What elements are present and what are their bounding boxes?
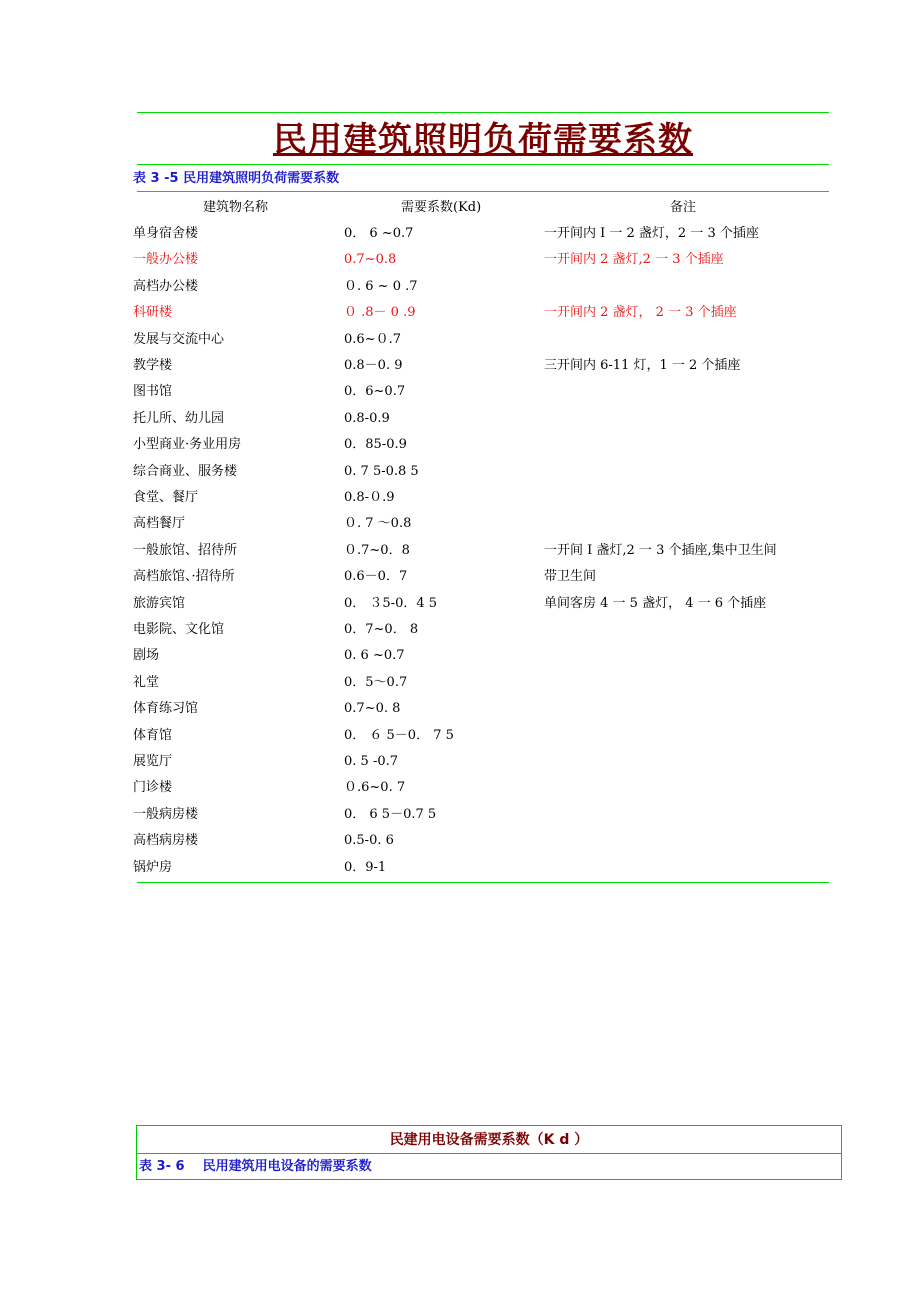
table-row [133, 670, 829, 696]
demand-factor-cell: 0． ６ 5－0． 7 5 [344, 727, 454, 743]
demand-factor-cell: 0. 5 -0.7 [344, 754, 399, 769]
building-name-cell: 电影院、文化馆 [133, 622, 225, 637]
building-name-cell: 发展与交流中心 [133, 331, 225, 347]
demand-factor-cell: 0.7~0. 8 [344, 701, 401, 717]
building-name-cell: 高档旅馆、·招待所 [133, 569, 235, 585]
header-building-name: 建筑物名称 [203, 200, 269, 215]
table-row [133, 643, 829, 669]
building-name-cell: 科研楼 [133, 305, 173, 321]
demand-factor-cell: 0.5-0. 6 [344, 833, 394, 849]
table-caption: 表 3 -5 民用建筑照明负荷需要系数 [133, 171, 340, 186]
building-name-cell: 体育馆 [133, 727, 173, 743]
table-row [133, 459, 829, 485]
demand-factor-cell: 0．5～0.7 [344, 674, 408, 690]
demand-factor-cell: 0.8-０.9 [344, 490, 395, 505]
building-name-cell: 剧场 [133, 648, 160, 664]
building-name-cell: 小型商业·务业用房 [133, 437, 242, 453]
table-row [133, 221, 829, 247]
building-name-cell: 高档办公楼 [133, 278, 199, 294]
building-name-cell: 托儿所、幼儿园 [133, 410, 225, 426]
building-name-cell: 一般旅馆、招待所 [133, 542, 238, 558]
demand-factor-cell: ０ .8－ 0 .9 [344, 305, 416, 321]
remarks-cell: 一开间内 2 盏灯,2 一 3 个插座 [544, 252, 724, 268]
building-name-cell: 门诊楼 [133, 780, 173, 796]
building-name-cell: 锅炉房 [133, 859, 173, 875]
demand-factor-cell: 0.8－0. 9 [344, 358, 403, 373]
demand-factor-cell: ０.6~0. 7 [344, 780, 406, 796]
table-row [133, 775, 829, 801]
demand-factor-cell: 0.8-0.9 [344, 410, 390, 426]
demand-factor-cell: 0．6~0.7 [344, 384, 406, 400]
section-title: 民建用电设备需要系数（K d ） [389, 1132, 589, 1148]
remarks-cell: 一开间内 I 一 2 盏灯，2 一 3 个插座 [544, 226, 759, 241]
table-row [133, 247, 829, 273]
header-demand-factor: 需要系数(Kd) [401, 200, 482, 215]
building-name-cell: 高档病房楼 [133, 833, 199, 849]
demand-factor-cell: 0. 7 5-0.8 5 [344, 463, 419, 479]
building-name-cell: 教学楼 [133, 358, 173, 373]
table-row [133, 511, 829, 537]
table-caption-2: 表 3- 6 民用建筑用电设备的需要系数 [139, 1159, 372, 1174]
table-row [133, 538, 829, 564]
table-row [133, 485, 829, 511]
equipment-demand-table [136, 1125, 842, 1180]
title-rule [137, 164, 829, 165]
section-divider [137, 1153, 841, 1154]
table-row [133, 406, 829, 432]
building-name-cell: 一般病房楼 [133, 806, 199, 822]
table-row [133, 591, 829, 617]
demand-factor-cell: 0.7~0.8 [344, 252, 397, 268]
table-row [133, 353, 829, 379]
table-row [133, 855, 829, 881]
demand-factor-cell: 0. 6 ~0.7 [344, 648, 405, 664]
demand-factor-cell: 0.6－0．7 [344, 569, 408, 585]
table-row [133, 723, 829, 749]
building-name-cell: 食堂、餐厅 [133, 490, 199, 505]
demand-factor-cell: 0． 6 ~0.7 [344, 226, 414, 241]
table-row [133, 274, 829, 300]
remarks-cell: 单间客房 4 一 5 盏灯， 4 一 6 个插座 [544, 595, 767, 611]
building-name-cell: 旅游宾馆 [133, 595, 186, 611]
bottom-rule [137, 882, 829, 883]
building-name-cell: 综合商业、服务楼 [133, 463, 238, 479]
demand-factor-cell: ０. 6 ~ 0 .7 [344, 278, 418, 294]
building-name-cell: 图书馆 [133, 384, 173, 400]
building-name-cell: 一般办公楼 [133, 252, 199, 268]
remarks-cell: 一开间内 2 盏灯， 2 一 3 个插座 [544, 305, 737, 321]
demand-factor-cell: ０.7~0．8 [344, 542, 410, 558]
remarks-cell: 带卫生间 [544, 569, 597, 585]
table-row [133, 564, 829, 590]
demand-factor-cell: 0．85-0.9 [344, 437, 407, 453]
caption-rule [137, 191, 829, 192]
demand-factor-cell: 0．9-1 [344, 859, 387, 875]
table-row [133, 327, 829, 353]
page-title: 民用建筑照明负荷需要系数 [273, 120, 693, 160]
table-row [133, 802, 829, 828]
table-row [133, 696, 829, 722]
top-rule [137, 112, 829, 113]
remarks-cell: 一开间 I 盏灯,2 一 3 个插座,集中卫生间 [544, 542, 777, 558]
table-row [133, 432, 829, 458]
demand-factor-cell: 0． ３5-0．4 5 [344, 595, 438, 611]
table-row [133, 828, 829, 854]
demand-factor-cell: 0． 6 5－0.7 5 [344, 806, 437, 822]
table-row [133, 300, 829, 326]
table-row [133, 617, 829, 643]
building-name-cell: 体育练习馆 [133, 701, 199, 717]
building-name-cell: 展览厅 [133, 754, 173, 769]
header-remarks: 备注 [670, 200, 697, 215]
building-name-cell: 高档餐厅 [133, 516, 186, 532]
demand-factor-cell: ０. 7 ～0.8 [344, 516, 412, 532]
remarks-cell: 三开间内 6-11 灯，1 一 2 个插座 [544, 358, 741, 373]
building-name-cell: 礼堂 [133, 674, 160, 690]
demand-factor-cell: 0.6~０.7 [344, 331, 401, 347]
demand-factor-cell: 0．7~0． 8 [344, 622, 419, 637]
table-row [133, 749, 829, 775]
building-name-cell: 单身宿舍楼 [133, 226, 199, 241]
table-row [133, 379, 829, 405]
